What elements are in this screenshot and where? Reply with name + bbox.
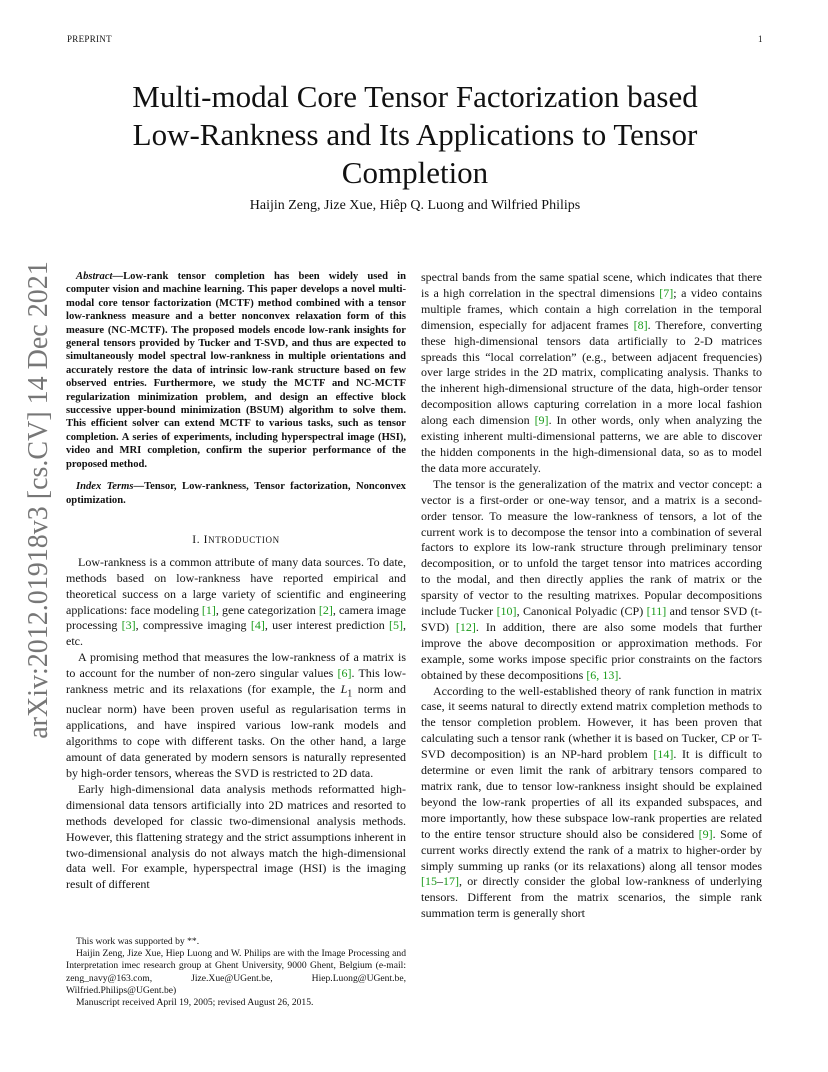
footnotes xyxy=(66,936,406,1009)
citation-link[interactable]: 13 xyxy=(602,667,615,682)
citation-link[interactable]: [11] xyxy=(646,604,667,619)
citation-group xyxy=(586,668,618,682)
text-run: . xyxy=(618,667,622,682)
intro-paragraph-1 xyxy=(66,555,406,650)
text-run: . In addition, there are also some models that further improve the above decomposition or approximation methods. For example, some works impose specific prior constraints on the factors obtained by these decompositions xyxy=(421,619,762,682)
footnote-funding: This work was supported by **. xyxy=(76,936,200,947)
text-run: , gene categorization xyxy=(215,602,319,617)
text-run: norm and nuclear norm) have been proven useful as regularisation terms in applications, and have inspired various low-rank models and algorithms to cope with different tasks. On the other hand, a large amount of data generated by modern sensors is naturally represented by high-order tensors, whereas the SVD is restricted to 2D data. xyxy=(66,682,407,780)
right-column xyxy=(421,270,762,922)
citation-link[interactable]: [6] xyxy=(337,666,352,681)
text-run: A promising method that measures the low-rankness of a matrix is to account for the number of non-zero singular values xyxy=(66,650,406,681)
right-paragraph-2 xyxy=(421,477,762,684)
text-run: . This low-rankness metric and its relaxations (for example, the xyxy=(66,666,406,697)
index-terms-text: —Tensor, Low-rankness, Tensor factorization, Nonconvex optimization. xyxy=(66,481,406,506)
abstract-text: —Low-rank tensor completion has been widely used in computer vision and machine learning. This paper develops a novel multi-modal core tensor factorization (MCTF) method combined with a tensor low-rankness measure and a better nonconvex relaxation form of this measure (NC-MCTF). The proposed models encode low-rank insights for general tensors provided by Tucker and T-SVD, and thus are expected to simultaneously model spectral low-rankness in multiple orientations and accurately restore the data of intrinsic low-rank structure based on few observed entries. Furthermore, we study the MCTF and NC-MCTF regularization minimization problem, and design an effective block successive upper-bound minimization (BSUM) algorithm to solve them. This efficient solver can extend MCTF to various tasks, such as tensor completion. A series of experiments, including hyperspectral image (HSI), video and MRI completion, confirm the superior performance of the proposed method. xyxy=(66,271,406,470)
text-run: , Canonical Polyadic (CP) xyxy=(516,604,647,619)
text-run: . It is difficult to determine or even limit the rank of arbitrary tensors compared to matrix rank, due to tensor low-rankness insight should be explained beyond the low-rank properties of all its expanded subspaces, and more importantly, how these subspace low-rank properties are related to the entire tensor structure should also be considered xyxy=(421,747,762,841)
right-paragraph-3 xyxy=(421,684,762,923)
citation-link[interactable]: 17] xyxy=(443,874,459,889)
text-run: , or directly consider the global low-rankness of underlying tensors. Different from the matrix scenarios, the simple rank summation term is generally short xyxy=(421,874,762,921)
text-run: Low-rankness is a common attribute of many data sources. To date, methods based on low-rankness have reported empirical and theoretical success on a large variety of scientific and engineering applications: face modeling xyxy=(66,554,406,617)
index-terms-label: Index Terms xyxy=(76,481,134,493)
citation-link[interactable]: [2] xyxy=(318,602,333,617)
citation-link[interactable]: [4] xyxy=(250,618,265,633)
citation-link[interactable]: ] xyxy=(614,667,619,682)
text-run: , user interest prediction xyxy=(264,618,390,633)
citation-link[interactable]: [8] xyxy=(633,317,648,332)
section-first-letter: I xyxy=(203,533,209,546)
arxiv-watermark-text: arXiv:2012.01918v3 [cs.CV] 14 Dec 2021 xyxy=(23,261,54,739)
text-run: and tensor SVD (t-SVD) xyxy=(421,604,762,634)
citation-link[interactable]: [3] xyxy=(121,618,136,633)
text-run: The tensor is the generalization of the matrix and vector concept: a vector is a first-order or one-way tensor, and a matrix is a second-order tensor. To measure the low-rankness of tensors, a lot of the current work is to decompose the tensor into a combination of several factors to explore its low-rank structure through preliminary tensor decomposition, or to unfold the target tensor into matrices according to the modal, and then directly applies the rank of matrix or the sparsity of vector to the resulting matrixes. Popular decompositions include Tucker xyxy=(421,476,762,619)
section-title-rest: NTRODUCTION xyxy=(208,534,280,545)
text-run: According to the well-established theory of rank function in matrix case, it seems natural to directly extend matrix completion methods to the tensor completion problem. However, it has been proven that calculating such a tensor rank (whether it is based on Tucker, CP or T-SVD decomposition) is an NP-hard problem xyxy=(421,683,762,762)
intro-paragraph-3: Early high-dimensional data analysis methods reformatted high-dimensional data tensors artificially into 2D matrices and resorted to methods developed for classic two-dimensional analysis methods. However, this flattening strategy and the strict assumptions inherent in two-dimensional analysis do not always match the high-dimensional data well. For example, hyperspectral image (HSI) is the imaging result of different xyxy=(66,781,406,892)
citation-link[interactable]: [9] xyxy=(534,413,549,428)
footnote-manuscript: Manuscript received April 19, 2005; revised August 26, 2015. xyxy=(76,997,314,1009)
text-run: . In other words, only when analyzing the existing inherent multi-dimensional patterns, we are able to discover the hidden components in the high-dimensional data, so as to model the data more accurately. xyxy=(421,413,762,475)
footnote-affiliations: Haijin Zeng, Jize Xue, Hiep Luong and W. Philips are with the Image Processing and Interpretation imec research group at Ghent University, 9000 Ghent, Belgium (e-mail: zeng_navy@163.com, Jize.Xue@UGent.be, Hiep.Luong@UGent.be, Wilfried.Philips@UGent.be) xyxy=(66,948,406,996)
text-run: spectral bands from the same spatial scene, which indicates that there is a high correlation in the spectral dimensions xyxy=(421,270,762,300)
citation-dash: – xyxy=(437,874,443,889)
text-run: , compressive imaging xyxy=(135,618,251,633)
text-run: . Therefore, converting these high-dimensional tensors data artificially to 2-D matrices spreads this “local correlation” (e.g., between adjacent frequencies) over large strides in the 2D matrix, complicating analysis. Thanks to the inherent high-dimensional structure of the data, high-order tensor decomposition allows capturing correlation in a more local fashion along each dimension xyxy=(421,317,762,428)
citation-link[interactable]: [10] xyxy=(496,604,517,619)
citation-link[interactable]: [14] xyxy=(653,747,674,762)
citation-link[interactable]: [9] xyxy=(698,826,713,841)
citation-link[interactable]: [1] xyxy=(201,602,216,617)
citation-link[interactable]: [15 xyxy=(421,874,437,889)
text-run: , camera image processing xyxy=(66,602,406,633)
intro-paragraph-2 xyxy=(66,650,406,782)
citation-link[interactable]: [6, xyxy=(586,667,603,682)
text-run: ; a video contains multiple frames, which contain a high correlation in the temporal dimension, especially for adjacent frames xyxy=(421,285,762,332)
paper-title: Multi-modal Core Tensor Factorization based Low-Rankness and Its Applications to Tensor Completion xyxy=(132,79,698,190)
math-symbol: L xyxy=(340,682,348,697)
citation-link[interactable]: [12] xyxy=(455,619,476,634)
index-terms xyxy=(66,480,406,507)
section-heading xyxy=(66,533,406,549)
left-column xyxy=(66,270,406,893)
math-subscript: 1 xyxy=(347,688,353,700)
paper-authors: Haijin Zeng, Jize Xue, Hiêp Q. Luong and Wilfried Philips xyxy=(249,198,581,213)
right-paragraph-1 xyxy=(421,270,762,477)
text-run: . Some of current works directly extend the rank of a matrix to higher-order by simply summing up ranks (or its relaxations) along all tensor modes xyxy=(421,826,762,873)
text-run: , etc. xyxy=(66,618,407,649)
abstract-label: Abstract xyxy=(76,271,113,282)
page-number: 1 xyxy=(758,34,763,44)
section-number: I. xyxy=(192,533,201,546)
citation-group xyxy=(421,874,459,888)
abstract xyxy=(66,270,406,471)
citation-link[interactable]: [5] xyxy=(389,618,404,633)
running-header: PREPRINT xyxy=(67,34,112,44)
citation-link[interactable]: [7] xyxy=(659,285,674,300)
